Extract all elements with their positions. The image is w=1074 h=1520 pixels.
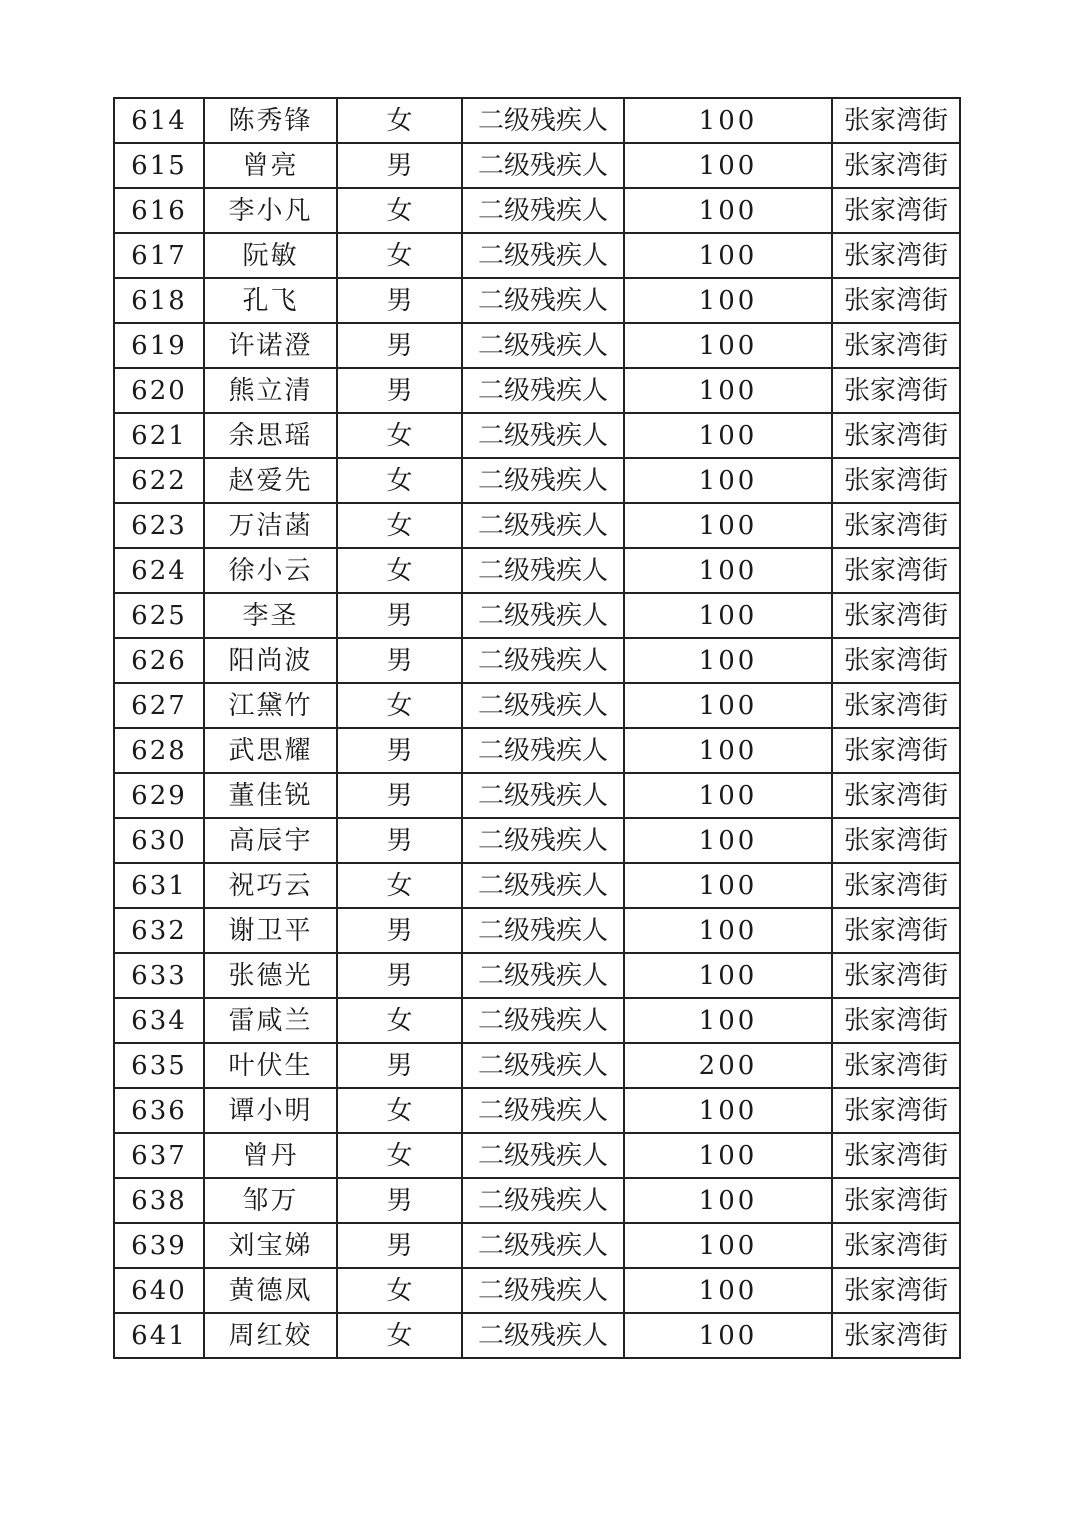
street-name-cell: 张家湾街 [832, 1313, 960, 1358]
person-name-cell: 赵爱先 [204, 458, 337, 503]
street-name-cell: 张家湾街 [832, 773, 960, 818]
row-number-cell: 616 [114, 188, 204, 233]
person-name-cell: 武思耀 [204, 728, 337, 773]
gender-cell: 女 [337, 188, 462, 233]
subsidy-amount-cell: 100 [624, 233, 832, 278]
subsidy-amount-cell: 100 [624, 863, 832, 908]
disability-level-cell: 二级残疾人 [462, 683, 624, 728]
street-name-cell: 张家湾街 [832, 413, 960, 458]
street-name-cell: 张家湾街 [832, 98, 960, 143]
table-row [114, 1043, 960, 1088]
disability-level-cell: 二级残疾人 [462, 1043, 624, 1088]
table-row [114, 998, 960, 1043]
person-name-cell: 许诺澄 [204, 323, 337, 368]
subsidy-amount-cell: 100 [624, 773, 832, 818]
table-row [114, 953, 960, 998]
street-name-cell: 张家湾街 [832, 908, 960, 953]
table-row [114, 908, 960, 953]
table-row [114, 98, 960, 143]
disability-level-cell: 二级残疾人 [462, 818, 624, 863]
subsidy-amount-cell: 100 [624, 818, 832, 863]
street-name-cell: 张家湾街 [832, 548, 960, 593]
table-row [114, 548, 960, 593]
disability-level-cell: 二级残疾人 [462, 1268, 624, 1313]
street-name-cell: 张家湾街 [832, 1268, 960, 1313]
gender-cell: 女 [337, 998, 462, 1043]
disability-level-cell: 二级残疾人 [462, 458, 624, 503]
table-row [114, 1178, 960, 1223]
subsidy-amount-cell: 200 [624, 1043, 832, 1088]
table-row [114, 638, 960, 683]
person-name-cell: 江黛竹 [204, 683, 337, 728]
row-number-cell: 634 [114, 998, 204, 1043]
subsidy-amount-cell: 100 [624, 638, 832, 683]
disability-level-cell: 二级残疾人 [462, 413, 624, 458]
gender-cell: 女 [337, 503, 462, 548]
street-name-cell: 张家湾街 [832, 1088, 960, 1133]
gender-cell: 男 [337, 728, 462, 773]
row-number-cell: 618 [114, 278, 204, 323]
row-number-cell: 635 [114, 1043, 204, 1088]
person-name-cell: 曾丹 [204, 1133, 337, 1178]
subsidy-amount-cell: 100 [624, 413, 832, 458]
row-number-cell: 629 [114, 773, 204, 818]
disability-level-cell: 二级残疾人 [462, 998, 624, 1043]
street-name-cell: 张家湾街 [832, 863, 960, 908]
person-name-cell: 余思瑶 [204, 413, 337, 458]
gender-cell: 男 [337, 1178, 462, 1223]
gender-cell: 女 [337, 863, 462, 908]
table-row [114, 1313, 960, 1358]
row-number-cell: 639 [114, 1223, 204, 1268]
gender-cell: 男 [337, 143, 462, 188]
person-name-cell: 雷咸兰 [204, 998, 337, 1043]
row-number-cell: 624 [114, 548, 204, 593]
person-name-cell: 董佳锐 [204, 773, 337, 818]
row-number-cell: 623 [114, 503, 204, 548]
row-number-cell: 636 [114, 1088, 204, 1133]
row-number-cell: 637 [114, 1133, 204, 1178]
gender-cell: 男 [337, 1043, 462, 1088]
gender-cell: 男 [337, 593, 462, 638]
table-row [114, 503, 960, 548]
disability-level-cell: 二级残疾人 [462, 323, 624, 368]
row-number-cell: 615 [114, 143, 204, 188]
row-number-cell: 628 [114, 728, 204, 773]
street-name-cell: 张家湾街 [832, 503, 960, 548]
gender-cell: 女 [337, 548, 462, 593]
table-row [114, 278, 960, 323]
subsidy-amount-cell: 100 [624, 458, 832, 503]
table-row [114, 1133, 960, 1178]
subsidy-amount-cell: 100 [624, 1088, 832, 1133]
person-name-cell: 李圣 [204, 593, 337, 638]
disability-level-cell: 二级残疾人 [462, 368, 624, 413]
roster-body [114, 98, 960, 1358]
street-name-cell: 张家湾街 [832, 278, 960, 323]
street-name-cell: 张家湾街 [832, 1133, 960, 1178]
row-number-cell: 617 [114, 233, 204, 278]
person-name-cell: 谢卫平 [204, 908, 337, 953]
row-number-cell: 622 [114, 458, 204, 503]
disability-level-cell: 二级残疾人 [462, 1223, 624, 1268]
table-row [114, 368, 960, 413]
disability-level-cell: 二级残疾人 [462, 278, 624, 323]
gender-cell: 男 [337, 368, 462, 413]
person-name-cell: 张德光 [204, 953, 337, 998]
table-row [114, 188, 960, 233]
table-row [114, 863, 960, 908]
person-name-cell: 熊立清 [204, 368, 337, 413]
gender-cell: 男 [337, 908, 462, 953]
disability-level-cell: 二级残疾人 [462, 1178, 624, 1223]
disability-level-cell: 二级残疾人 [462, 188, 624, 233]
subsidy-amount-cell: 100 [624, 548, 832, 593]
gender-cell: 女 [337, 1133, 462, 1178]
person-name-cell: 祝巧云 [204, 863, 337, 908]
table-row [114, 593, 960, 638]
row-number-cell: 620 [114, 368, 204, 413]
row-number-cell: 632 [114, 908, 204, 953]
subsidy-amount-cell: 100 [624, 908, 832, 953]
table-row [114, 773, 960, 818]
subsidy-amount-cell: 100 [624, 188, 832, 233]
disability-level-cell: 二级残疾人 [462, 233, 624, 278]
person-name-cell: 孔飞 [204, 278, 337, 323]
street-name-cell: 张家湾街 [832, 323, 960, 368]
street-name-cell: 张家湾街 [832, 368, 960, 413]
gender-cell: 女 [337, 1088, 462, 1133]
subsidy-amount-cell: 100 [624, 683, 832, 728]
person-name-cell: 邹万 [204, 1178, 337, 1223]
subsidy-amount-cell: 100 [624, 1133, 832, 1178]
row-number-cell: 619 [114, 323, 204, 368]
disability-level-cell: 二级残疾人 [462, 953, 624, 998]
disability-level-cell: 二级残疾人 [462, 638, 624, 683]
subsidy-amount-cell: 100 [624, 998, 832, 1043]
person-name-cell: 曾亮 [204, 143, 337, 188]
gender-cell: 女 [337, 1313, 462, 1358]
street-name-cell: 张家湾街 [832, 1223, 960, 1268]
street-name-cell: 张家湾街 [832, 1043, 960, 1088]
subsidy-amount-cell: 100 [624, 1313, 832, 1358]
subsidy-amount-cell: 100 [624, 323, 832, 368]
disability-level-cell: 二级残疾人 [462, 1133, 624, 1178]
person-name-cell: 刘宝娣 [204, 1223, 337, 1268]
row-number-cell: 627 [114, 683, 204, 728]
street-name-cell: 张家湾街 [832, 593, 960, 638]
subsidy-roster-table [113, 97, 961, 1359]
gender-cell: 女 [337, 1268, 462, 1313]
subsidy-amount-cell: 100 [624, 1178, 832, 1223]
gender-cell: 男 [337, 773, 462, 818]
subsidy-amount-cell: 100 [624, 278, 832, 323]
subsidy-amount-cell: 100 [624, 143, 832, 188]
person-name-cell: 谭小明 [204, 1088, 337, 1133]
disability-level-cell: 二级残疾人 [462, 863, 624, 908]
disability-level-cell: 二级残疾人 [462, 728, 624, 773]
disability-level-cell: 二级残疾人 [462, 98, 624, 143]
person-name-cell: 阳尚波 [204, 638, 337, 683]
table-row [114, 458, 960, 503]
gender-cell: 女 [337, 233, 462, 278]
row-number-cell: 640 [114, 1268, 204, 1313]
table-row [114, 233, 960, 278]
row-number-cell: 614 [114, 98, 204, 143]
street-name-cell: 张家湾街 [832, 998, 960, 1043]
row-number-cell: 633 [114, 953, 204, 998]
subsidy-amount-cell: 100 [624, 953, 832, 998]
table-row [114, 728, 960, 773]
table-row [114, 818, 960, 863]
gender-cell: 男 [337, 953, 462, 998]
street-name-cell: 张家湾街 [832, 143, 960, 188]
row-number-cell: 625 [114, 593, 204, 638]
table-row [114, 683, 960, 728]
subsidy-amount-cell: 100 [624, 1223, 832, 1268]
subsidy-amount-cell: 100 [624, 728, 832, 773]
person-name-cell: 徐小云 [204, 548, 337, 593]
subsidy-amount-cell: 100 [624, 368, 832, 413]
disability-level-cell: 二级残疾人 [462, 1088, 624, 1133]
gender-cell: 女 [337, 413, 462, 458]
disability-level-cell: 二级残疾人 [462, 593, 624, 638]
disability-level-cell: 二级残疾人 [462, 503, 624, 548]
street-name-cell: 张家湾街 [832, 818, 960, 863]
disability-level-cell: 二级残疾人 [462, 1313, 624, 1358]
table-row [114, 413, 960, 458]
row-number-cell: 641 [114, 1313, 204, 1358]
table-row [114, 1223, 960, 1268]
street-name-cell: 张家湾街 [832, 953, 960, 998]
gender-cell: 女 [337, 98, 462, 143]
person-name-cell: 李小凡 [204, 188, 337, 233]
row-number-cell: 626 [114, 638, 204, 683]
gender-cell: 男 [337, 278, 462, 323]
street-name-cell: 张家湾街 [832, 728, 960, 773]
street-name-cell: 张家湾街 [832, 683, 960, 728]
disability-level-cell: 二级残疾人 [462, 773, 624, 818]
gender-cell: 男 [337, 323, 462, 368]
person-name-cell: 万洁菡 [204, 503, 337, 548]
person-name-cell: 阮敏 [204, 233, 337, 278]
disability-level-cell: 二级残疾人 [462, 908, 624, 953]
row-number-cell: 638 [114, 1178, 204, 1223]
subsidy-amount-cell: 100 [624, 593, 832, 638]
row-number-cell: 630 [114, 818, 204, 863]
row-number-cell: 631 [114, 863, 204, 908]
person-name-cell: 周红姣 [204, 1313, 337, 1358]
table-row [114, 1088, 960, 1133]
row-number-cell: 621 [114, 413, 204, 458]
person-name-cell: 叶伏生 [204, 1043, 337, 1088]
person-name-cell: 高辰宇 [204, 818, 337, 863]
subsidy-amount-cell: 100 [624, 98, 832, 143]
gender-cell: 女 [337, 458, 462, 503]
gender-cell: 男 [337, 638, 462, 683]
street-name-cell: 张家湾街 [832, 233, 960, 278]
street-name-cell: 张家湾街 [832, 188, 960, 233]
subsidy-amount-cell: 100 [624, 1268, 832, 1313]
subsidy-amount-cell: 100 [624, 503, 832, 548]
table-row [114, 1268, 960, 1313]
street-name-cell: 张家湾街 [832, 458, 960, 503]
person-name-cell: 陈秀锋 [204, 98, 337, 143]
gender-cell: 男 [337, 818, 462, 863]
street-name-cell: 张家湾街 [832, 1178, 960, 1223]
gender-cell: 女 [337, 683, 462, 728]
person-name-cell: 黄德凤 [204, 1268, 337, 1313]
disability-level-cell: 二级残疾人 [462, 548, 624, 593]
table-row [114, 143, 960, 188]
table-row [114, 323, 960, 368]
gender-cell: 男 [337, 1223, 462, 1268]
street-name-cell: 张家湾街 [832, 638, 960, 683]
disability-level-cell: 二级残疾人 [462, 143, 624, 188]
